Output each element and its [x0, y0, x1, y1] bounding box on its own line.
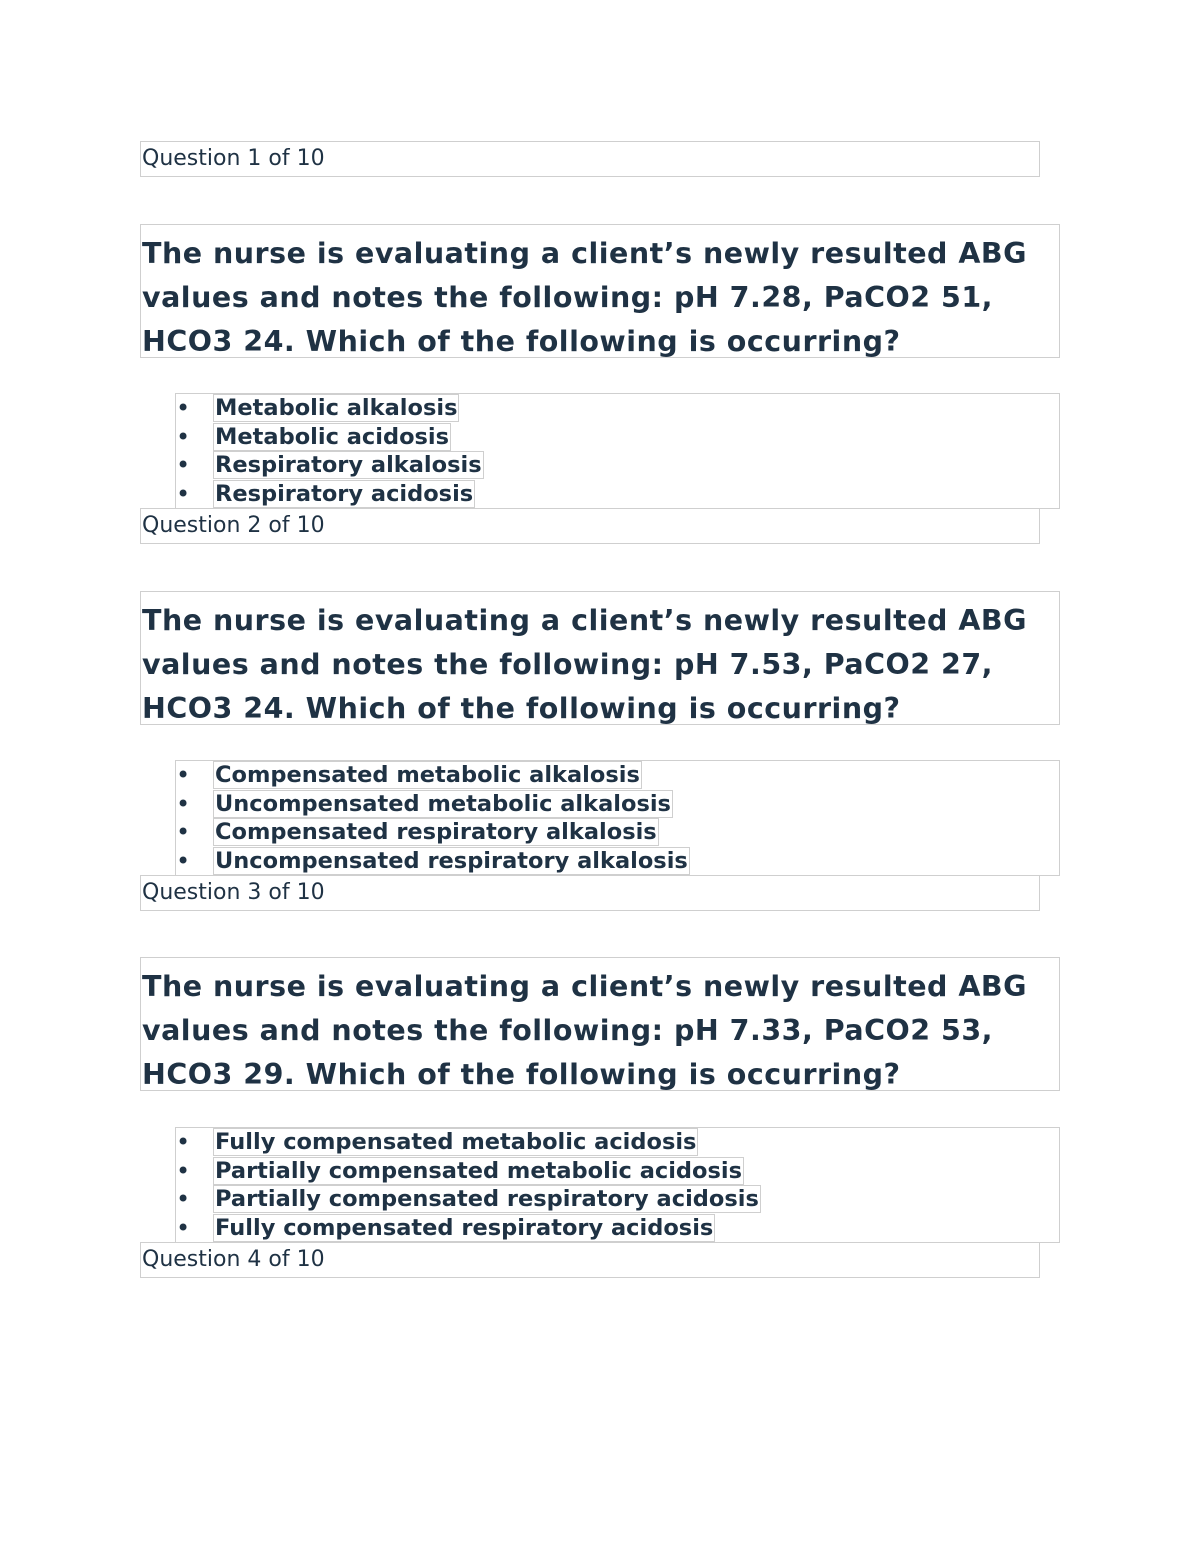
question-3-options [175, 1127, 1060, 1243]
bullet-icon: • [176, 422, 191, 451]
question-1-options [175, 393, 1060, 509]
answer-option[interactable] [176, 1185, 1059, 1214]
question-text-line: values and notes the following: pH 7.33, PaCO2 53, [142, 1014, 993, 1047]
answer-option[interactable] [176, 790, 1059, 819]
question-2-options [175, 760, 1060, 876]
question-2-text [140, 591, 1060, 725]
answer-option[interactable] [176, 847, 1059, 876]
bullet-icon: • [176, 479, 191, 508]
bullet-icon: • [176, 1128, 191, 1156]
question-3-text [140, 957, 1060, 1091]
question-2-label: Question 2 of 10 [140, 508, 1040, 544]
question-text-line: HCO3 29. Which of the following is occurring? [142, 1058, 901, 1091]
answer-option[interactable] [176, 451, 1059, 480]
question-text-line: HCO3 24. Which of the following is occurring? [142, 325, 901, 358]
bullet-icon: • [176, 451, 191, 479]
answer-option-label[interactable]: Partially compensated respiratory acidosis [215, 1186, 759, 1212]
question-text-line: values and notes the following: pH 7.53, PaCO2 27, [142, 648, 993, 681]
bullet-icon: • [176, 1213, 191, 1242]
answer-option-label[interactable]: Metabolic alkalosis [215, 395, 458, 421]
answer-option[interactable] [176, 480, 1059, 509]
question-text-line: values and notes the following: pH 7.28, PaCO2 51, [142, 281, 993, 314]
answer-option[interactable] [176, 1214, 1059, 1243]
question-1-label: Question 1 of 10 [140, 141, 1040, 177]
answer-option-label[interactable]: Compensated metabolic alkalosis [215, 762, 640, 788]
bullet-icon: • [176, 846, 191, 875]
question-3-label: Question 3 of 10 [140, 875, 1040, 911]
answer-option[interactable] [176, 1157, 1059, 1186]
question-text-line: The nurse is evaluating a client’s newly resulted ABG [142, 604, 1028, 637]
question-4-label: Question 4 of 10 [140, 1242, 1040, 1278]
bullet-icon: • [176, 761, 191, 789]
answer-option-label[interactable]: Compensated respiratory alkalosis [215, 819, 657, 845]
answer-option-label[interactable]: Respiratory acidosis [215, 480, 474, 507]
question-text-line: The nurse is evaluating a client’s newly resulted ABG [142, 237, 1028, 270]
bullet-icon: • [176, 789, 191, 818]
bullet-icon: • [176, 1185, 191, 1213]
answer-option-label[interactable]: Fully compensated respiratory acidosis [215, 1214, 714, 1241]
question-text-line: HCO3 24. Which of the following is occurring? [142, 692, 901, 725]
answer-option[interactable] [176, 394, 1059, 423]
answer-option-label[interactable]: Fully compensated metabolic acidosis [215, 1129, 697, 1155]
answer-option-label[interactable]: Metabolic acidosis [215, 423, 450, 450]
answer-option[interactable] [176, 1128, 1059, 1157]
bullet-icon: • [176, 818, 191, 846]
answer-option-label[interactable]: Partially compensated metabolic acidosis [215, 1157, 742, 1184]
answer-option[interactable] [176, 423, 1059, 452]
question-text-line: The nurse is evaluating a client’s newly resulted ABG [142, 970, 1028, 1003]
answer-option[interactable] [176, 818, 1059, 847]
answer-option-label[interactable]: Uncompensated respiratory alkalosis [215, 847, 688, 874]
answer-option-label[interactable]: Uncompensated metabolic alkalosis [215, 790, 671, 817]
answer-option[interactable] [176, 761, 1059, 790]
answer-option-label[interactable]: Respiratory alkalosis [215, 452, 482, 478]
question-1-text [140, 224, 1060, 358]
bullet-icon: • [176, 1156, 191, 1185]
bullet-icon: • [176, 394, 191, 422]
